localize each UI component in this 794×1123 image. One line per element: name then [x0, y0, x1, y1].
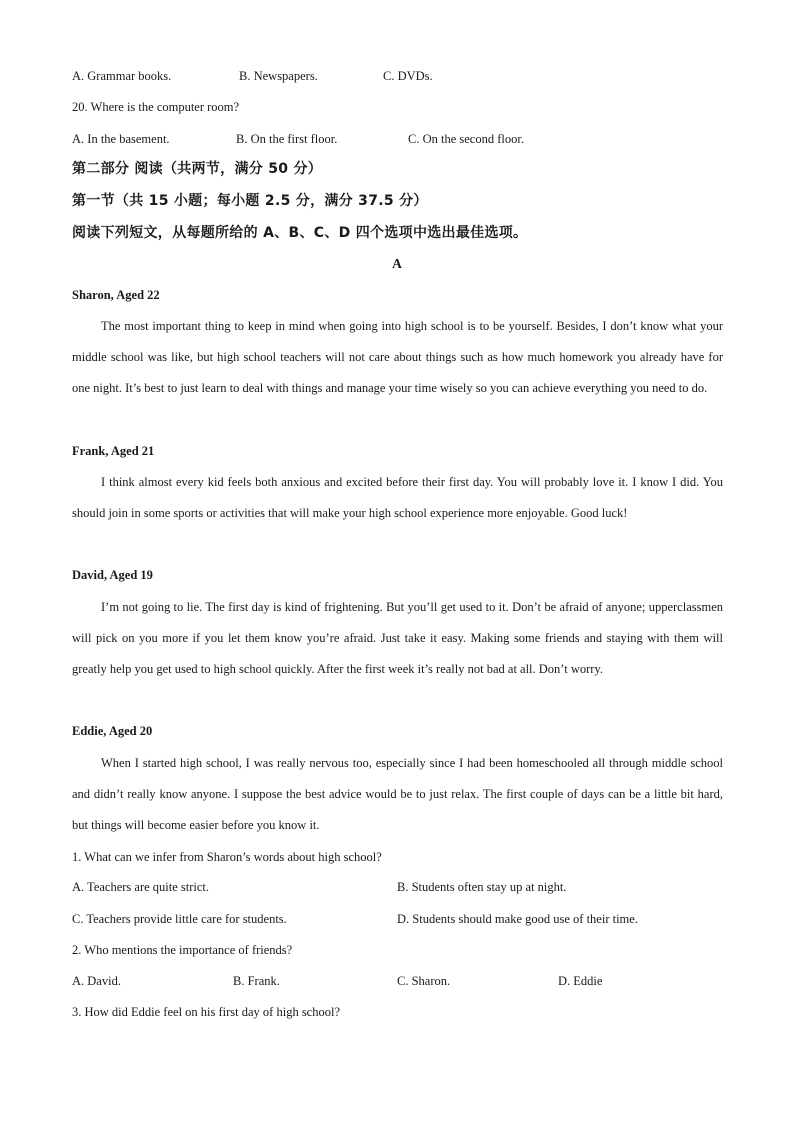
q19-option-c: C. DVDs. — [383, 69, 433, 83]
q1-question: 1. What can we infer from Sharon’s words about high school? — [72, 850, 382, 864]
q2-option-a: A. David. — [72, 974, 121, 988]
q3-question: 3. How did Eddie feel on his first day of high school? — [72, 1005, 341, 1019]
q19-option-b: B. Newspapers. — [239, 69, 318, 83]
q2-option-b: B. Frank. — [233, 974, 280, 988]
q1-option-c: C. Teachers provide little care for students. — [72, 912, 287, 926]
entry-text-sharon: The most important thing to keep in mind when going into high school is to be yourself. Besides, I don’t know what your middle school was like, but high school teachers will not care about things such as how much homework you already have for one night. It’s best to just learn to deal with things and manage your time wisely so you can achieve everything you need to do. — [72, 319, 723, 396]
q2-option-d: D. Eddie — [558, 974, 603, 988]
entry-name-eddie: Eddie, Aged 20 — [72, 724, 153, 738]
entry-name-sharon: Sharon, Aged 22 — [72, 288, 160, 302]
passage-label: A — [392, 256, 402, 271]
q1-option-d: D. Students should make good use of their time. — [397, 912, 638, 926]
q2-option-c: C. Sharon. — [397, 974, 451, 988]
part2-title: 第二部分 阅读（共两节，满分 50 分） — [72, 161, 323, 177]
q20-option-b: B. On the first floor. — [236, 132, 338, 146]
reading-instruction: 阅读下列短文，从每题所给的 A、B、C、D 四个选项中选出最佳选项。 — [72, 225, 528, 241]
q2-question: 2. Who mentions the importance of friends? — [72, 943, 293, 957]
q20-option-c: C. On the second floor. — [408, 132, 524, 146]
section1-title: 第一节（共 15 小题；每小题 2.5 分，满分 37.5 分） — [72, 193, 428, 209]
entry-name-david: David, Aged 19 — [72, 568, 153, 582]
entry-name-frank: Frank, Aged 21 — [72, 444, 155, 458]
q19-option-a: A. Grammar books. — [72, 69, 172, 83]
q20-option-a: A. In the basement. — [72, 132, 170, 146]
entry-text-eddie: When I started high school, I was really nervous too, especially since I had been homeschooled all through middle school and didn’t really know anyone. I suppose the best advice would be to just relax. The first couple of days can be a little bit hard, but things will become easier before you know it. — [72, 756, 723, 833]
q1-option-b: B. Students often stay up at night. — [397, 880, 567, 894]
entry-text-david: I’m not going to lie. The first day is kind of frightening. But you’ll get used to it. Don’t be afraid of anyone; upperclassmen will pick on you more if you let them know you’re afraid. Just take it easy. Making some friends and staying with them will greatly help you get used to high school quickly. After the first week it’s really not bad at all. Don’t worry. — [72, 600, 723, 677]
q1-option-a: A. Teachers are quite strict. — [72, 880, 210, 894]
entry-text-frank: I think almost every kid feels both anxious and excited before their first day. You will probably love it. I know I did. You should join in some sports or activities that will make your high school experience more enjoyable. Good luck! — [72, 475, 723, 521]
q20-question: 20. Where is the computer room? — [72, 100, 240, 114]
